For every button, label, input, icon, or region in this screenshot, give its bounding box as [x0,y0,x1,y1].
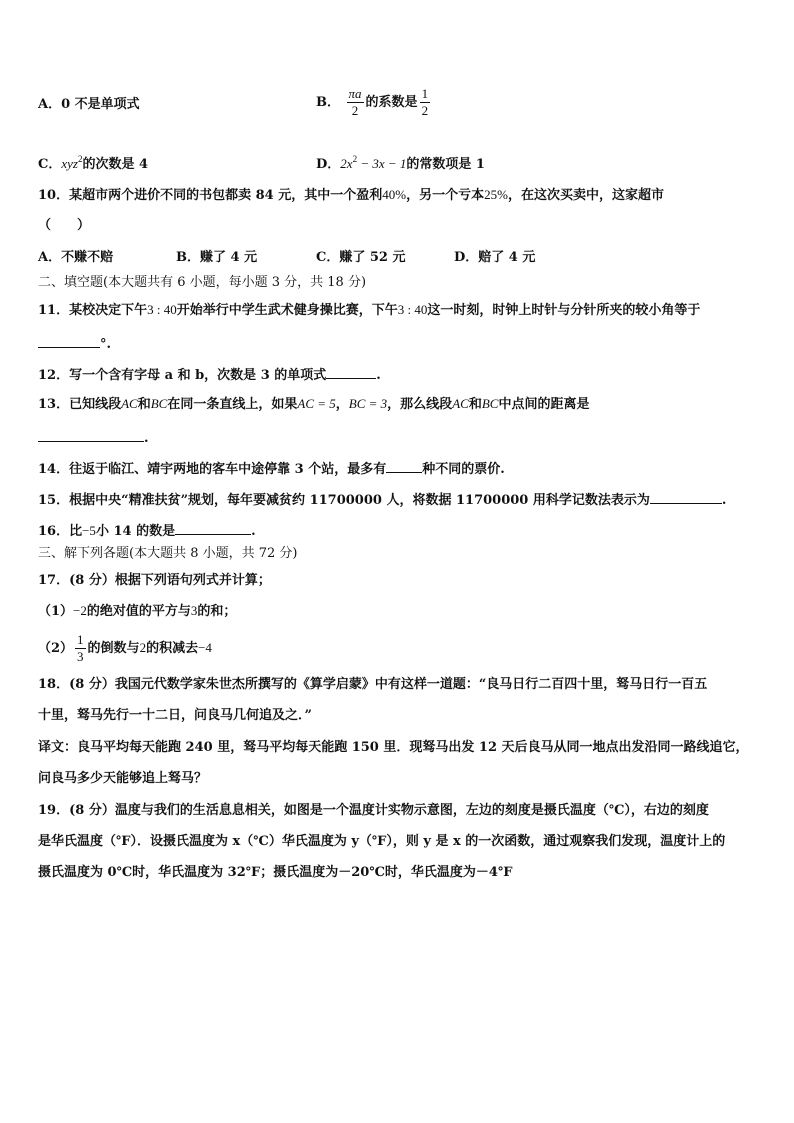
text: 的和； [197,604,237,619]
text: . [376,368,381,383]
q19-line-3: 摄氏温度为 0℃时，华氏温度为 32℉；摄氏温度为－20℃时，华氏温度为－4℉ [38,865,513,880]
exponent: 2 [77,154,83,164]
q17-stem: 17．(8 分）根据下列语句列式并计算； [38,573,271,588]
q16-stem [38,520,256,541]
fraction-one-half [420,86,431,119]
text: 种不同的票价. [422,462,505,477]
segment-label: BC [481,396,499,411]
text: 和 [468,397,482,412]
q11-stem [38,301,700,320]
q17-sub1 [38,602,236,621]
text: （2） [38,641,74,656]
option-label: B． [316,95,340,110]
text: ，另一个亏本 [406,188,485,203]
answer-blank[interactable] [386,458,422,473]
text: 的倒数与 [87,641,140,656]
q18-line-2: 十里，驽马先行一十二日，问良马几何追及之．” [38,708,312,723]
fraction-denominator: 2 [351,103,359,118]
text: 12．写一个含有字母 a 和 b，次数是 3 的单项式 [38,368,327,383]
text: ， [335,397,349,412]
text: 在同一条直线上，如果 [167,397,298,412]
q13-stem [38,395,589,414]
fraction-one-third [75,632,86,665]
q17-sub2 [38,632,212,665]
q12-stem [38,364,381,385]
fraction-numerator: 1 [421,86,429,101]
q14-stem [38,458,505,479]
section-heading-solve: 三、解下列各题(本大题共 8 小题，共 72 分) [38,546,298,561]
option-text: 0 不是单项式 [61,97,140,112]
q18-line-4: 问良马多少天能够追上驽马？ [38,771,208,786]
number: −4 [198,640,212,655]
answer-blank[interactable] [175,520,251,535]
text: 的绝对值的平方与 [86,604,191,619]
q9-option-a [38,96,140,114]
fraction-numerator: 1 [77,632,84,647]
text: ，在这次买卖中，这家超市 [507,188,664,203]
fraction-denominator: 3 [77,649,84,664]
text: 14．往返于临江、靖宇两地的客车中途停靠 3 个站，最多有 [38,462,387,477]
answer-blank[interactable] [650,489,722,504]
text: 小 14 的数是 [95,524,176,539]
text: ，那么线段 [387,397,453,412]
option-text: 的常数项是 1 [406,157,485,172]
q10-option-d: D．赔了 4 元 [454,250,536,265]
q19-line-2: 是华氏温度（℉）．设摄氏温度为 x（℃）华氏温度为 y（℉），则 y 是 x 的一次函数，通过观察我们发现，温度计上的 [38,834,726,849]
text: . [251,524,256,539]
text: 13．已知线段 [38,397,122,412]
time-value: 3 : 40 [397,302,428,317]
text: 15．根据中央“精准扶贫”规划，每年要减贫约 11700000 人，将数据 11700000 用科学记数法表示为 [38,493,650,508]
q10-option-a: A．不赚不赔 [38,250,114,265]
text: 开始举行中学生武术健身操比赛，下午 [176,303,398,318]
fraction-pi-a-over-2 [347,86,364,119]
q10-option-c: C．赚了 52 元 [316,250,406,265]
option-text: 的次数是 4 [82,157,149,172]
math-expression: 2x [340,156,353,171]
q19-line-1: 19．(8 分）温度与我们的生活息息相关，如图是一个温度计实物示意图，左边的刻度是摄氏温度（℃），右边的刻度 [38,803,709,818]
q9-option-d [316,150,485,174]
text: . [721,493,727,508]
fraction-numerator: πa [348,86,362,101]
equation: BC = 3 [348,396,388,411]
option-label: C． [38,157,62,172]
percent: 40% [382,187,407,202]
text: 11．某校决定下午 [38,303,148,318]
section-heading-fill-in: 二、填空题(本大题共有 6 小题，每小题 3 分，共 18 分) [38,275,367,290]
time-value: 3 : 40 [147,302,177,317]
answer-blank[interactable] [38,333,100,348]
q9-option-b [316,86,432,119]
text: . [144,431,149,446]
q10-stem [38,186,664,205]
math-expression: xyz [61,156,78,171]
number: −2 [73,603,87,618]
percent: 25% [484,187,508,202]
text: °. [100,337,112,352]
option-label: D． [316,157,341,172]
q15-stem [38,489,726,510]
text: 的积减去 [146,641,199,656]
segment-label: AC [121,396,138,411]
text: 10．某超市两个进价不同的书包都卖 84 元，其中一个盈利 [38,188,383,203]
text: 中点间的距离是 [498,397,590,412]
q9-option-c [38,150,148,174]
q13-answer-line [38,427,149,448]
segment-label: BC [150,396,168,411]
fraction-denominator: 2 [421,103,429,118]
q10-answer-paren: （ ） [38,218,91,233]
text: 这一时刻，时钟上时针与分针所夹的较小角等于 [427,303,701,318]
q11-answer-line [38,333,111,354]
number: −5 [82,523,96,538]
exponent: 2 [352,154,358,164]
answer-blank[interactable] [326,364,376,379]
q10-option-b: B．赚了 4 元 [176,250,258,265]
equation: AC = 5 [297,396,336,411]
option-label: A． [38,97,62,112]
answer-blank[interactable] [38,427,144,442]
q18-line-3: 译文：良马平均每天能跑 240 里，驽马平均每天能跑 150 里．现驽马出发 12 天后良马从同一地点出发沿同一路线追它， [38,740,749,755]
segment-label: AC [452,396,469,411]
number: 2 [139,640,147,655]
text: （1） [38,604,74,619]
option-text: 的系数是 [365,95,418,110]
text: 和 [137,397,151,412]
text: 16．比 [38,524,83,539]
q18-line-1: 18．(8 分）我国元代数学家朱世杰所撰写的《算学启蒙》中有这样一道题：“良马日行二百四十里，驽马日行一百五 [38,677,708,692]
number: 3 [190,603,198,618]
math-expression: − 3x − 1 [357,156,407,171]
